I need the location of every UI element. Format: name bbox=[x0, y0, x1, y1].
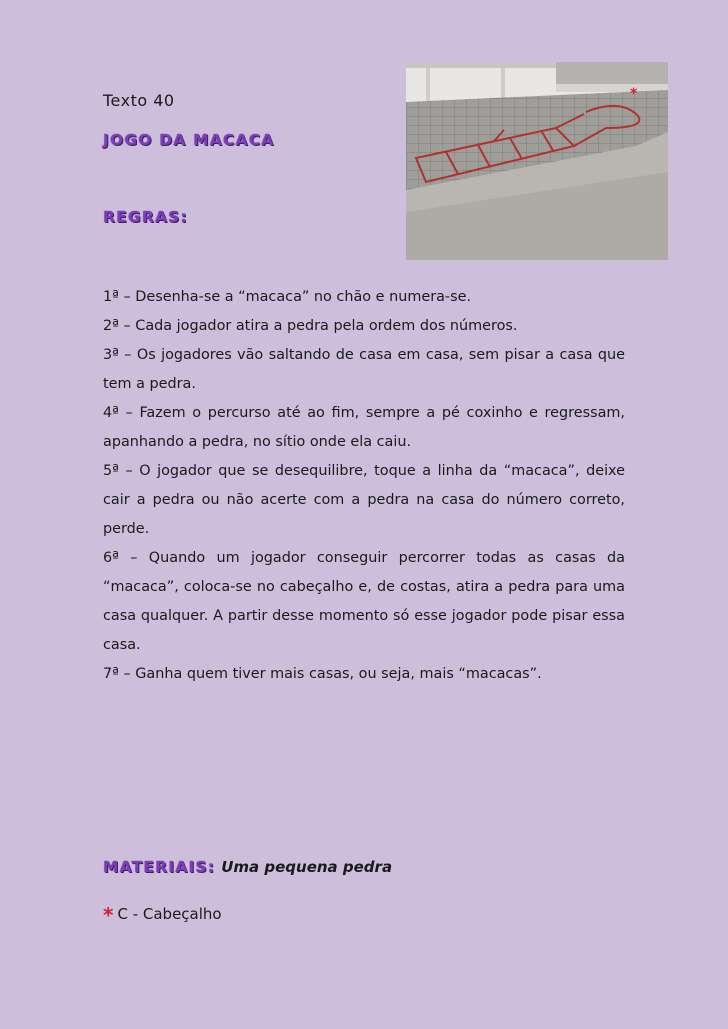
footnote bbox=[103, 903, 222, 927]
rule-item: 6ª – Quando um jogador conseguir percorrer todas as casas da “macaca”, coloca-se no cabeçalho e, de costas, atira a pedra para uma casa qualquer. A partir desse momento só esse jogador pode pisar essa casa. bbox=[103, 550, 625, 653]
text-label: Texto 40 bbox=[103, 91, 175, 110]
hopscotch-photo-drawing bbox=[406, 62, 668, 260]
footnote-text: C - Cabeçalho bbox=[117, 905, 222, 923]
rule-item: 1ª – Desenha-se a “macaca” no chão e numera-se. bbox=[103, 289, 472, 305]
rule-item: 4ª – Fazem o percurso até ao fim, sempre a pé coxinho e regressam, apanhando a pedra, no sítio onde ela caiu. bbox=[103, 405, 625, 450]
rules-list bbox=[103, 283, 625, 689]
page-title: JOGO DA MACACA bbox=[103, 131, 275, 149]
rule-item: 2ª – Cada jogador atira a pedra pela ordem dos números. bbox=[103, 318, 518, 334]
rule-item: 5ª – O jogador que se desequilibre, toque a linha da “macaca”, deixe cair a pedra ou não acerte com a pedra na casa do número correto, perde. bbox=[103, 463, 625, 537]
rule-item: 7ª – Ganha quem tiver mais casas, ou seja, mais “macacas”. bbox=[103, 666, 542, 682]
rules-heading: REGRAS: bbox=[103, 208, 188, 226]
hopscotch-photo bbox=[406, 62, 668, 260]
materials-line bbox=[103, 858, 392, 876]
asterisk-marker: * bbox=[103, 903, 114, 927]
materials-heading: MATERIAIS: bbox=[103, 858, 216, 876]
photo-asterisk-marker: * bbox=[630, 86, 638, 102]
materials-value: Uma pequena pedra bbox=[221, 858, 393, 876]
rule-item: 3ª – Os jogadores vão saltando de casa em casa, sem pisar a casa que tem a pedra. bbox=[103, 347, 625, 392]
